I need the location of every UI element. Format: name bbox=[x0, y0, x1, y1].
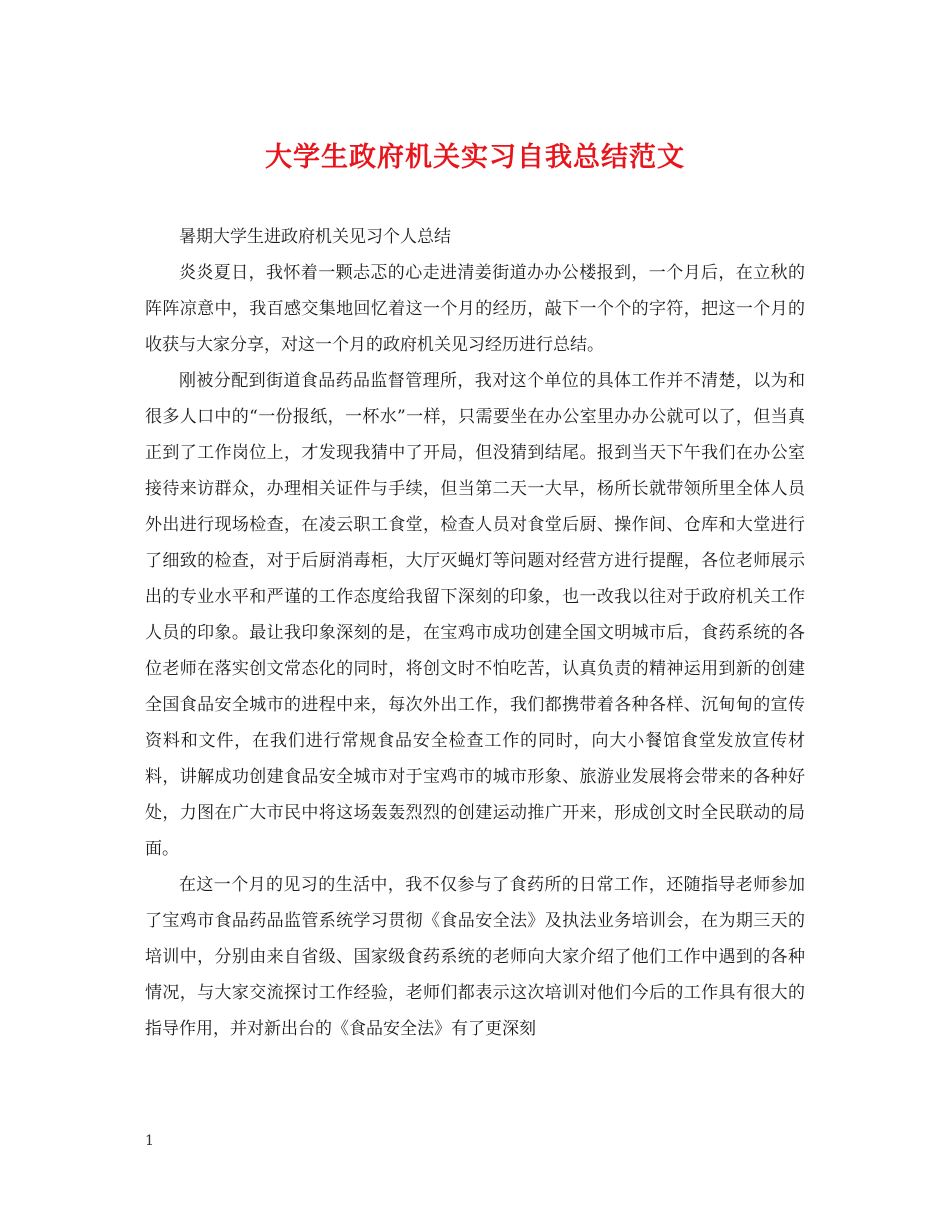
page-number: 1 bbox=[145, 1133, 154, 1149]
paragraph-training: 在这一个月的见习的生活中，我不仅参与了食药所的日常工作，还随指导老师参加了宝鸡市食品药品监管系统学习贯彻《食品安全法》及执法业务培训会，在为期三天的培训中，分别由来自省级、国家级食药系统的老师向大家介绍了他们工作中遇到的各种情况，与大家交流探讨工作经验，老师们都表示这次培训对他们今后的工作具有很大的指导作用，并对新出台的《食品安全法》有了更深刻 bbox=[145, 875, 805, 1039]
paragraph-intro: 炎炎夏日，我怀着一颗忐忑的心走进清姜街道办办公楼报到，一个月后，在立秋的阵阵凉意中，我百感交集地回忆着这一个月的经历，敲下一个个的字符，把这一个月的收获与大家分享，对这一个月的政府机关见习经历进行总结。 bbox=[145, 263, 805, 355]
document-body bbox=[145, 219, 805, 1047]
document-title: 大学生政府机关实习自我总结范文 bbox=[265, 142, 685, 173]
paragraph-subtitle: 暑期大学生进政府机关见习个人总结 bbox=[179, 227, 451, 247]
paragraph-assignment: 刚被分配到街道食品药品监督管理所，我对这个单位的具体工作并不清楚，以为和很多人口中的“一份报纸，一杯水”一样，只需要坐在办公室里办办公就可以了，但当真正到了工作岗位上，才发现我猜中了开局，但没猜到结尾。报到当天下午我们在办公室接待来访群众，办理相关证件与手续，但当第二天一大早，杨所长就带领所里全体人员外出进行现场检查，在凌云职工食堂，检查人员对食堂后厨、操作间、仓库和大堂进行了细致的检查，对于后厨消毒柜，大厅灭蝇灯等问题对经营方进行提醒，各位老师展示出的专业水平和严谨的工作态度给我留下深刻的印象，也一改我以往对于政府机关工作人员的印象。最让我印象深刻的是，在宝鸡市成功创建全国文明城市后，食药系统的各位老师在落实创文常态化的同时，将创文时不怕吃苦，认真负责的精神运用到新的创建全国食品安全城市的进程中来，每次外出工作，我们都携带着各种各样、沉甸甸的宣传资料和文件，在我们进行常规食品安全检查工作的同时，向大小餐馆食堂发放宣传材料，讲解成功创建食品安全城市对于宝鸡市的城市形象、旅游业发展将会带来的各种好处，力图在广大市民中将这场轰轰烈烈的创建运动推广开来，形成创文时全民联动的局面。 bbox=[145, 371, 805, 859]
